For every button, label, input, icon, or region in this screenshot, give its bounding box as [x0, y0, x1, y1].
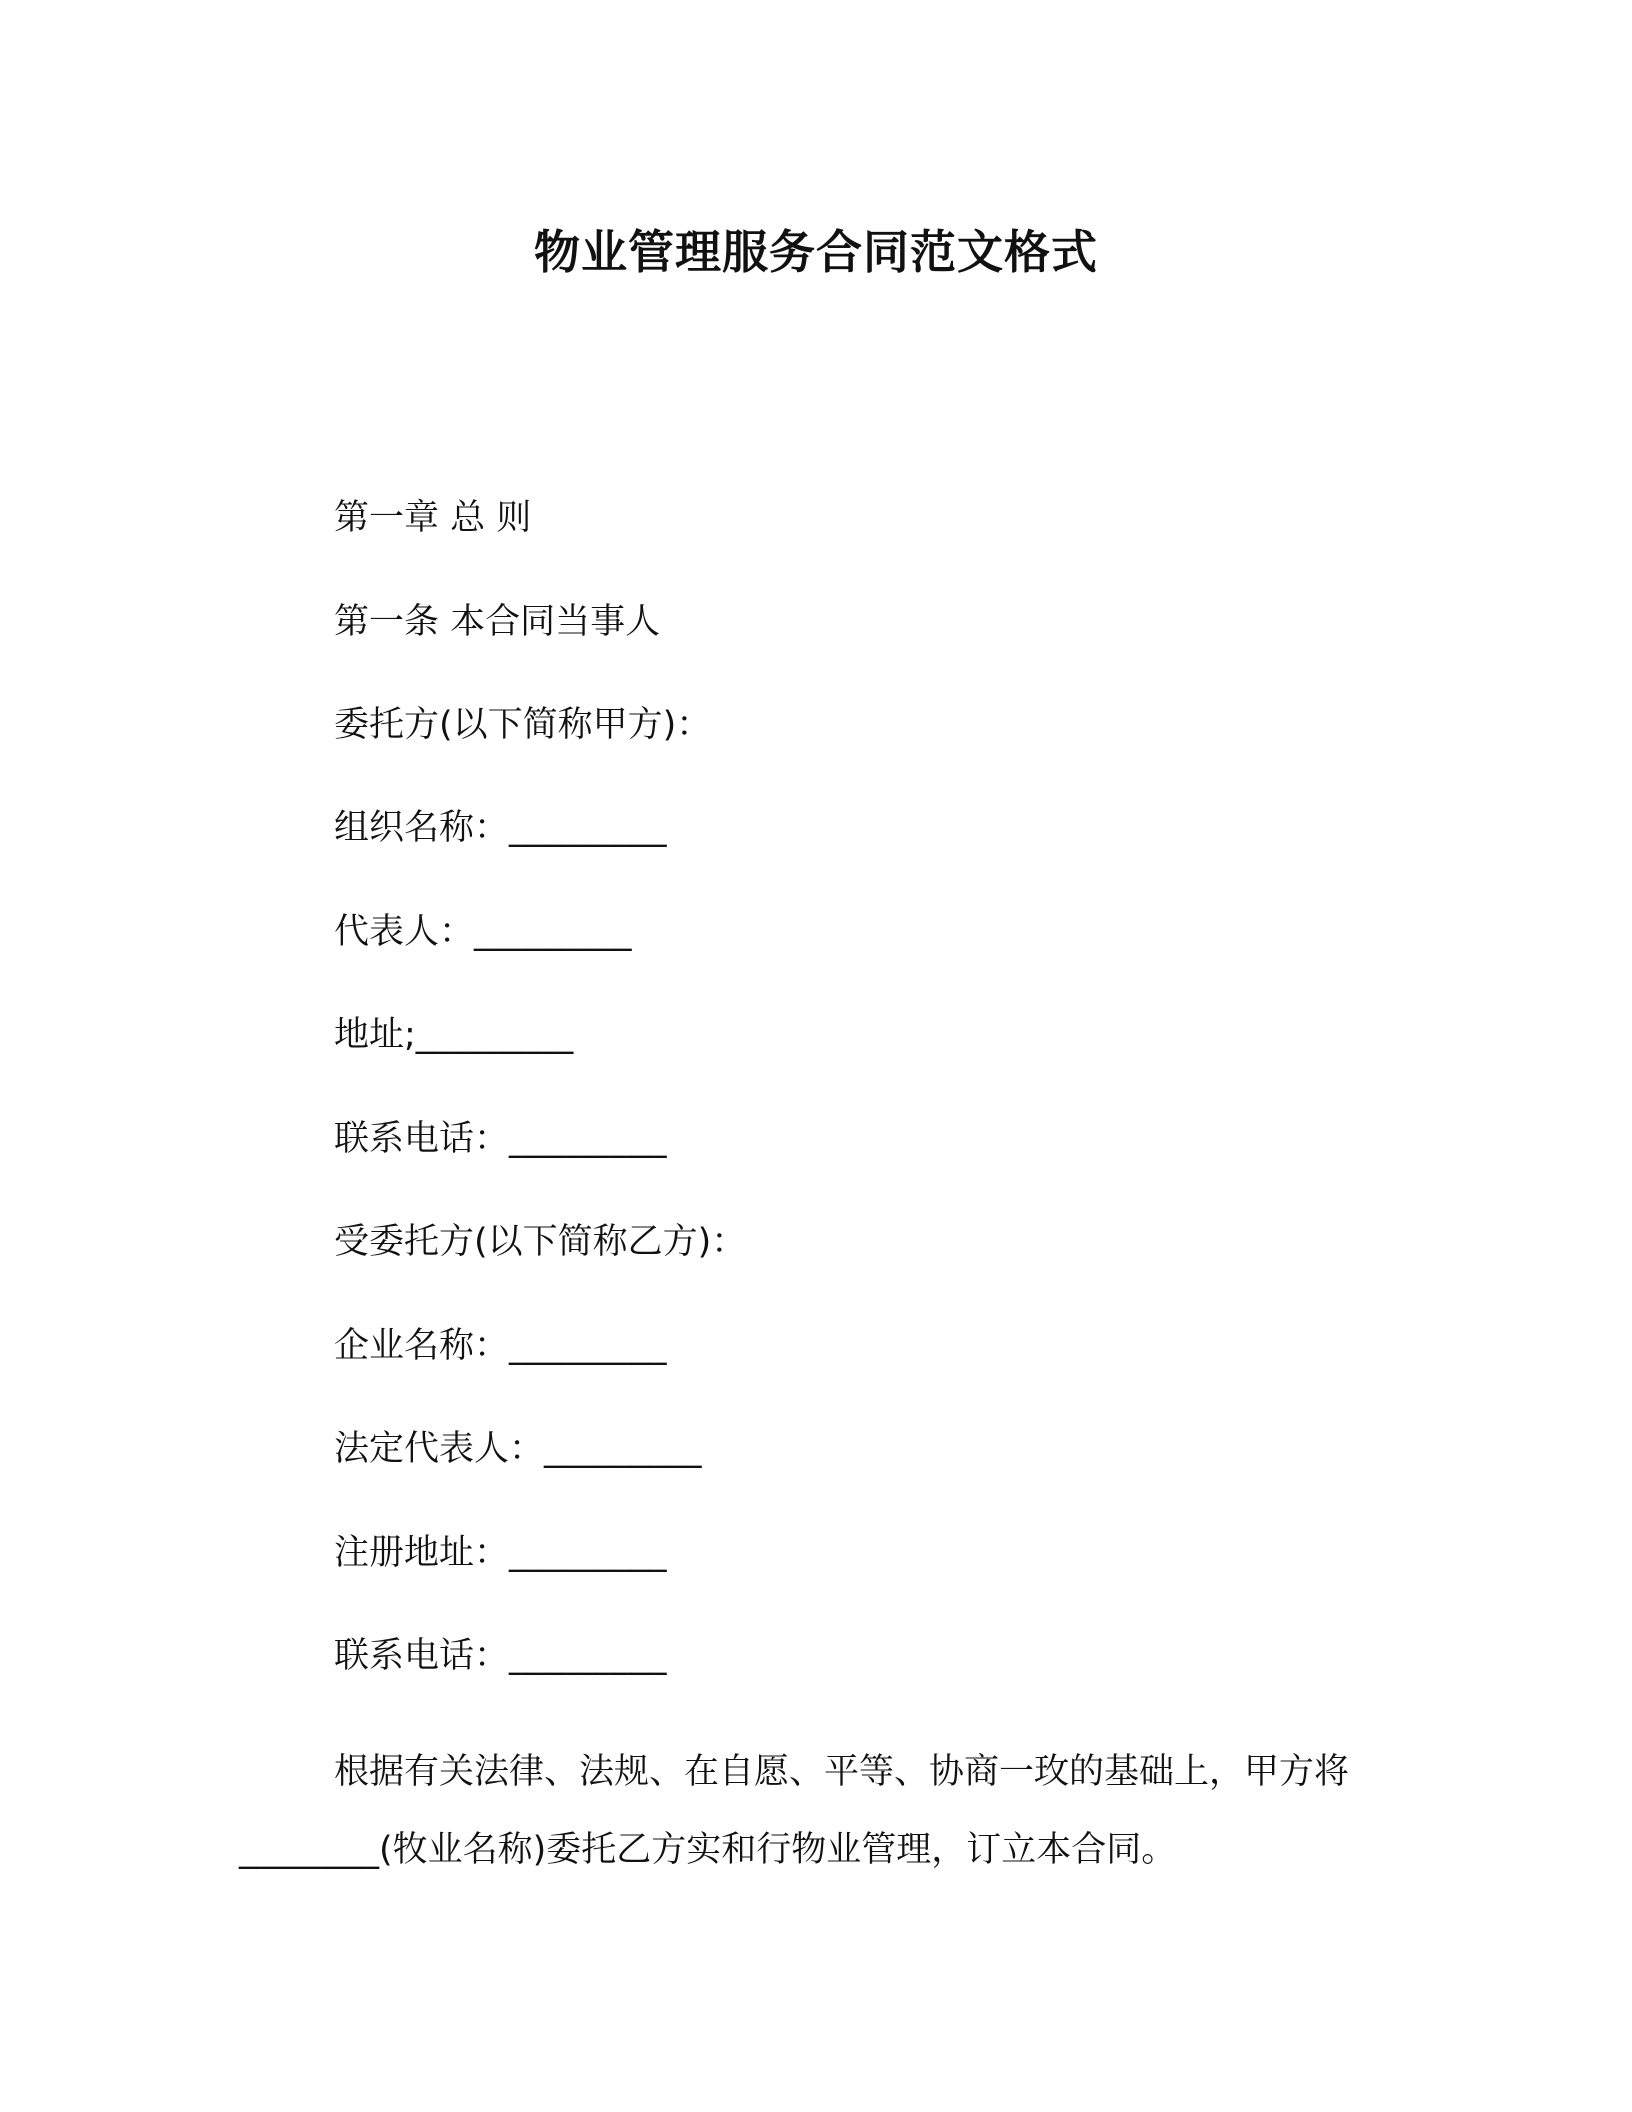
party-a-representative-field: 代表人：_________	[334, 912, 632, 952]
party-a-address-field: 地址;_________	[334, 1015, 574, 1055]
contract-preamble-paragraph: 根据有关法律、法规、在自愿、平等、协商一玫的基础上，甲方将________(牧业名称)委托乙方实和行物业管理，订立本合同。	[239, 1752, 1350, 1870]
party-a-heading: 委托方(以下简称甲方)：	[334, 705, 712, 745]
chapter-heading: 第一章 总 则	[334, 498, 532, 538]
party-a-phone-field: 联系电话：_________	[334, 1119, 667, 1159]
party-b-registered-address-field: 注册地址：_________	[334, 1533, 667, 1573]
party-b-company-name-field: 企业名称：_________	[334, 1326, 667, 1366]
document-title: 物业管理服务合同范文格式	[534, 225, 1098, 279]
party-b-phone-field: 联系电话：_________	[334, 1636, 667, 1676]
party-b-legal-rep-field: 法定代表人：_________	[334, 1429, 702, 1469]
party-a-org-name-field: 组织名称：_________	[334, 808, 667, 848]
article-heading: 第一条 本合同当事人	[334, 602, 661, 642]
party-b-heading: 受委托方(以下简称乙方)：	[334, 1222, 747, 1262]
